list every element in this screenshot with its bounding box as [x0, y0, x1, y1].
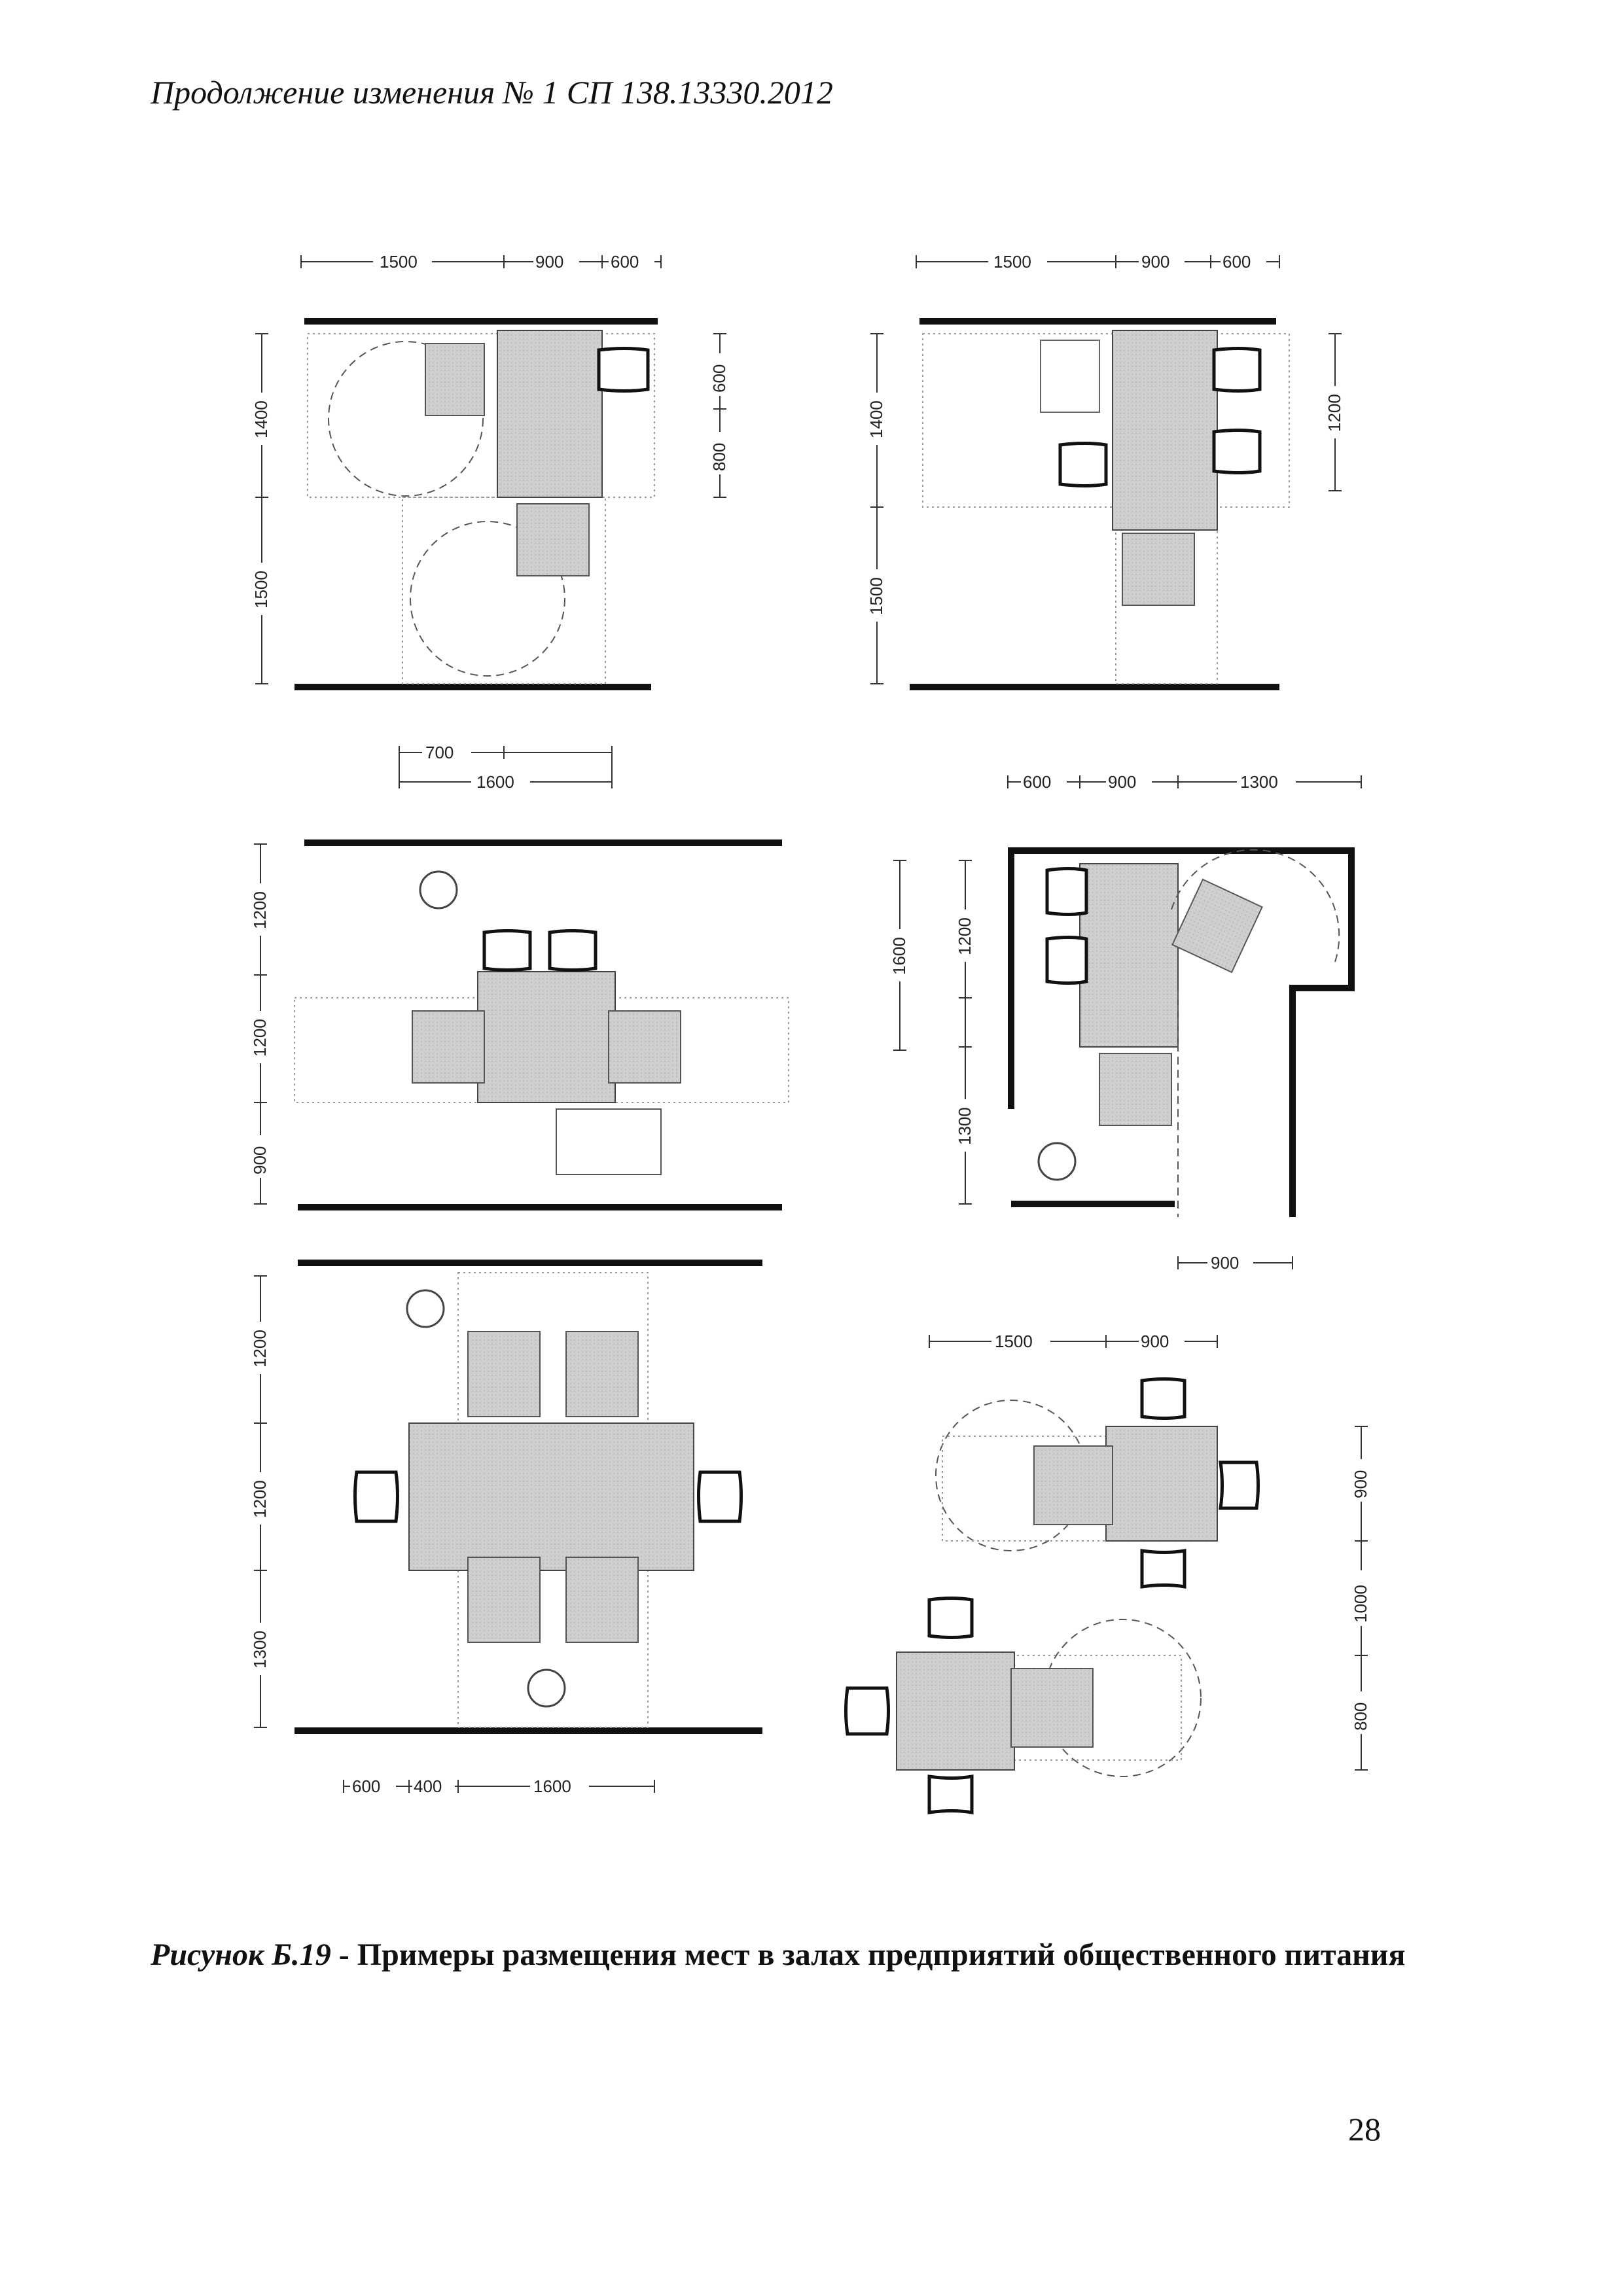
figure-label: Рисунок Б.19: [151, 1937, 331, 1972]
dim-e-side-2: 1200: [250, 1480, 270, 1518]
dim-b-top-1: 1500: [993, 252, 1031, 272]
dim-a-bottom-2: 1600: [476, 772, 514, 792]
panel-b: [866, 252, 1345, 690]
dim-b-right-1: 1200: [1325, 394, 1344, 432]
panel-e: [250, 1260, 762, 1796]
dim-a-side-2: 1500: [251, 571, 271, 609]
dim-f-right-1: 900: [1351, 1470, 1370, 1498]
dim-f-right-3: 800: [1351, 1702, 1370, 1731]
panel-f: [846, 1332, 1372, 1812]
figure-caption: [151, 1937, 1525, 1973]
dim-a-right-1: 600: [709, 364, 729, 393]
dim-a-side-1: 1400: [251, 400, 271, 438]
dim-a-top-1: 1500: [380, 252, 418, 272]
dim-e-bottom-2: 400: [414, 1776, 442, 1796]
panel-d: [889, 772, 1361, 1273]
dim-b-top-3: 600: [1222, 252, 1251, 272]
dim-c-side-3: 900: [250, 1146, 270, 1174]
dim-e-bottom-3: 1600: [533, 1776, 571, 1796]
dim-a-bottom-1: 700: [425, 743, 454, 762]
page-number: 28: [1348, 2111, 1381, 2147]
dim-a-right-2: 800: [709, 442, 729, 471]
dim-d-top-3: 1300: [1240, 772, 1278, 792]
dim-f-top-2: 900: [1141, 1332, 1169, 1351]
dim-d-side-2: 1200: [955, 917, 974, 955]
dim-d-top-2: 900: [1108, 772, 1137, 792]
dim-f-right-2: 1000: [1351, 1585, 1370, 1623]
dim-b-top-2: 900: [1141, 252, 1170, 272]
dim-f-top-1: 1500: [995, 1332, 1033, 1351]
dim-e-bottom-1: 600: [352, 1776, 381, 1796]
dim-a-top-2: 900: [535, 252, 564, 272]
dim-e-side-1: 1200: [250, 1330, 270, 1368]
panel-a: [251, 252, 730, 792]
dim-b-side-1: 1400: [866, 400, 886, 438]
panel-c: [250, 839, 789, 1210]
dim-d-top-1: 600: [1023, 772, 1052, 792]
dim-d-side-3: 1300: [955, 1107, 974, 1145]
dim-d-bottom-1: 900: [1211, 1253, 1240, 1273]
dim-c-side-2: 1200: [250, 1019, 270, 1057]
dim-c-side-1: 1200: [250, 891, 270, 929]
dim-a-top-3: 600: [611, 252, 639, 272]
page-header: Продолжение изменения № 1 СП 138.13330.2012: [151, 74, 833, 111]
figure-caption-text: - Примеры размещения мест в залах предприятий общественного питания: [330, 1937, 1406, 1972]
dim-b-side-2: 1500: [866, 577, 886, 615]
dim-e-side-3: 1300: [250, 1631, 270, 1669]
dim-d-side-1: 1600: [889, 937, 909, 975]
